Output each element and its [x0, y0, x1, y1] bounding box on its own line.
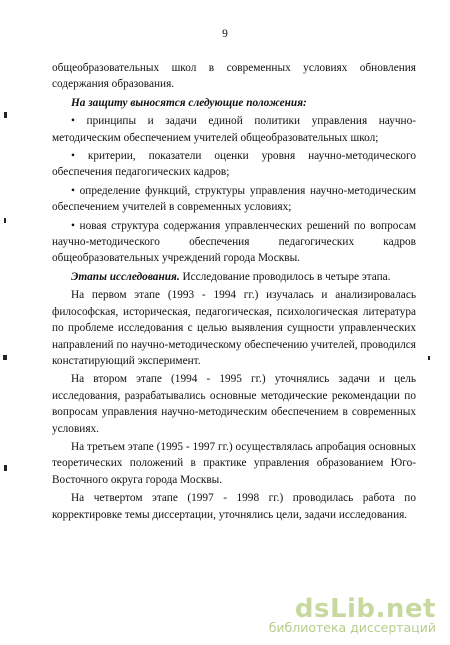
thesis-item: • принципы и задачи единой политики управления научно-методическим обеспечением учителей общеобразовательных школ; [52, 115, 416, 144]
thesis-item: • новая структура содержания управленческих решений по вопросам научно-методического обеспечения педагогических кадров общеобразовательных учреждений города Москвы. [52, 219, 416, 265]
watermark-subtitle: библиотека диссертаций [268, 620, 436, 635]
stage-paragraph-4: На четвертом этапе (1997 - 1998 гг.) проводилась работа по корректировке темы диссертации, уточнялись цели, задачи исследования. [52, 492, 416, 521]
page-number: 9 [222, 28, 228, 40]
scan-mark [4, 112, 7, 118]
stage-paragraph-3: На третьем этапе (1995 - 1997 гг.) осуществлялась апробация основных теоретических положений в практике управления образованием Юго-Восточного округа города Москвы. [52, 440, 416, 486]
scan-mark [4, 465, 7, 471]
thesis-item: • определение функций, структуры управления научно-методическим обеспечением учителей в современных условиях; [52, 184, 416, 214]
stage-paragraph-2: На втором этапе (1994 - 1995 гг.) уточнялись задачи и цель исследования, разрабатывались основные методические рекомендации по вопросам управления научно-методическим обеспечением в современных условиях. [52, 373, 416, 435]
document-body [52, 60, 416, 525]
scan-mark [428, 356, 430, 360]
scan-mark [4, 218, 6, 223]
watermark [269, 594, 436, 635]
paragraph-intro: общеобразовательных школ в современных условиях обновления содержания образования. [52, 62, 416, 91]
thesis-item: • критерии, показатели оценки уровня научно-методического обеспечения педагогических кадров; [52, 150, 416, 179]
stage-paragraph-1: На первом этапе (1993 - 1994 гг.) изучалась и анализировалась философская, историческая, педагогическая, психологическая литература по проблеме исследования с целью выявления сущности управленческих направлений по научно-методическому обеспечению учителей, проводился констатирующий эксперимент. [52, 289, 416, 367]
thesis-heading: На защиту выносятся следующие положения: [71, 96, 307, 109]
scan-mark [3, 355, 7, 360]
stages-text: Исследование проводилось в четыре этапа. [179, 270, 391, 283]
stages-paragraph [52, 269, 416, 285]
stages-heading: Этапы исследования. [71, 270, 180, 283]
watermark-logo: dsLib.net [294, 594, 436, 624]
